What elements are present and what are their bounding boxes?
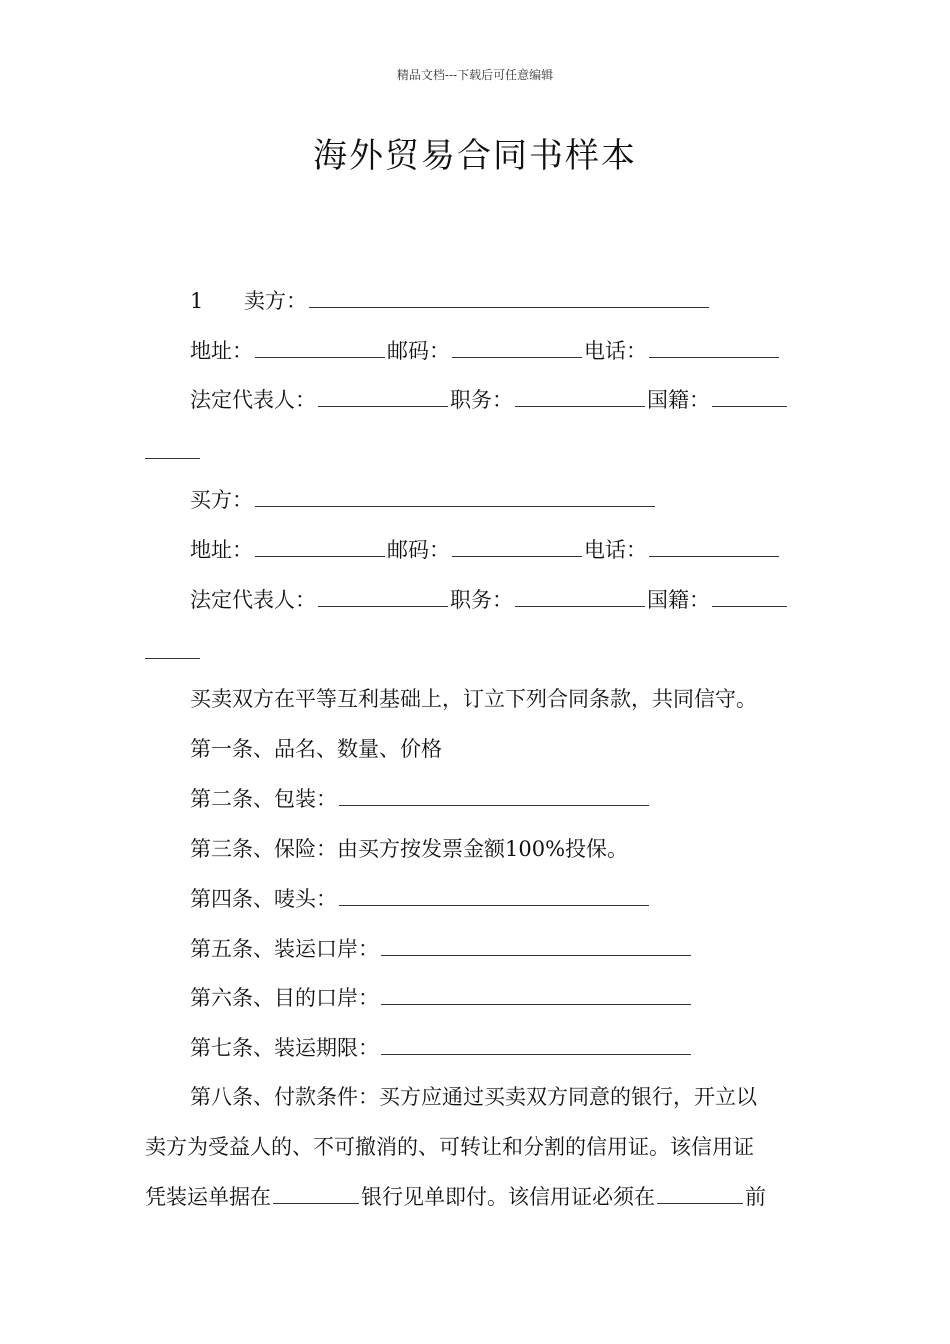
intro-paragraph: 买卖双方在平等互利基础上，订立下列合同条款，共同信守。 xyxy=(190,687,757,711)
seller-nationality-field-continued[interactable] xyxy=(145,458,200,459)
clause-8-text-c: 前 xyxy=(745,1185,766,1209)
seller-phone-field[interactable] xyxy=(649,337,779,358)
seller-label: 卖方： xyxy=(244,289,307,313)
buyer-label: 买方： xyxy=(190,488,253,512)
clause-7 xyxy=(190,1033,693,1063)
clause-4-label: 第四条、唛头： xyxy=(190,887,337,911)
buyer-rep-line xyxy=(190,585,789,615)
document-title: 海外贸易合同书样本 xyxy=(313,136,637,176)
clause-8-line-1: 第八条、付款条件：买方应通过买卖双方同意的银行，开立以 xyxy=(190,1085,757,1109)
buyer-contact-line xyxy=(190,535,781,565)
clause-2 xyxy=(190,784,651,814)
clause-8-line-3 xyxy=(145,1182,766,1212)
seller-postcode-field[interactable] xyxy=(452,337,582,358)
clause-7-label: 第七条、装运期限： xyxy=(190,1036,379,1060)
buyer-name-line xyxy=(190,485,657,515)
clause-6-label: 第六条、目的口岸： xyxy=(190,986,379,1010)
seller-postcode-label: 邮码： xyxy=(387,339,450,363)
port-of-destination-field[interactable] xyxy=(381,984,691,1005)
page-header: 精品文档---下载后可任意编辑 xyxy=(396,68,554,82)
seller-position-label: 职务： xyxy=(450,388,513,412)
buyer-address-label: 地址： xyxy=(190,538,253,562)
seller-address-field[interactable] xyxy=(255,337,385,358)
shipment-period-field[interactable] xyxy=(381,1034,691,1055)
buyer-phone-label: 电话： xyxy=(584,538,647,562)
buyer-name-field[interactable] xyxy=(255,486,655,507)
buyer-rep-label: 法定代表人： xyxy=(190,588,316,612)
shipping-mark-field[interactable] xyxy=(339,885,649,906)
buyer-position-field[interactable] xyxy=(515,586,645,607)
buyer-nationality-field-continued[interactable] xyxy=(145,658,200,659)
seller-nationality-field[interactable] xyxy=(712,386,787,407)
clause-3: 第三条、保险：由买方按发票金额100%投保。 xyxy=(190,837,629,861)
clause-2-label: 第二条、包装： xyxy=(190,787,337,811)
buyer-phone-field[interactable] xyxy=(649,536,779,557)
seller-position-field[interactable] xyxy=(515,386,645,407)
clause-8-text-b: 银行见单即付。该信用证必须在 xyxy=(361,1185,655,1209)
clause-1: 第一条、品名、数量、价格 xyxy=(190,737,442,761)
clause-5-label: 第五条、装运口岸： xyxy=(190,937,379,961)
clause-6 xyxy=(190,983,693,1013)
seller-name-line xyxy=(190,286,711,316)
bank-name-field[interactable] xyxy=(273,1183,359,1204)
buyer-postcode-label: 邮码： xyxy=(387,538,450,562)
buyer-address-field[interactable] xyxy=(255,536,385,557)
clause-8-line-2: 卖方为受益人的、不可撤消的、可转让和分割的信用证。该信用证 xyxy=(145,1135,754,1159)
buyer-rep-field[interactable] xyxy=(318,586,448,607)
buyer-nationality-label: 国籍： xyxy=(647,588,710,612)
seller-rep-label: 法定代表人： xyxy=(190,388,316,412)
seller-contact-line xyxy=(190,336,781,366)
buyer-postcode-field[interactable] xyxy=(452,536,582,557)
clause-4 xyxy=(190,884,651,914)
seller-name-field[interactable] xyxy=(309,287,709,308)
seller-index: 1 xyxy=(190,289,204,313)
port-of-loading-field[interactable] xyxy=(381,935,691,956)
buyer-position-label: 职务： xyxy=(450,588,513,612)
seller-phone-label: 电话： xyxy=(584,339,647,363)
seller-rep-field[interactable] xyxy=(318,386,448,407)
clause-5 xyxy=(190,934,693,964)
buyer-nationality-field[interactable] xyxy=(712,586,787,607)
clause-8-text-a: 凭装运单据在 xyxy=(145,1185,271,1209)
lc-deadline-field[interactable] xyxy=(657,1183,743,1204)
seller-nationality-label: 国籍： xyxy=(647,388,710,412)
packing-field[interactable] xyxy=(339,785,649,806)
seller-rep-line xyxy=(190,385,789,415)
seller-address-label: 地址： xyxy=(190,339,253,363)
